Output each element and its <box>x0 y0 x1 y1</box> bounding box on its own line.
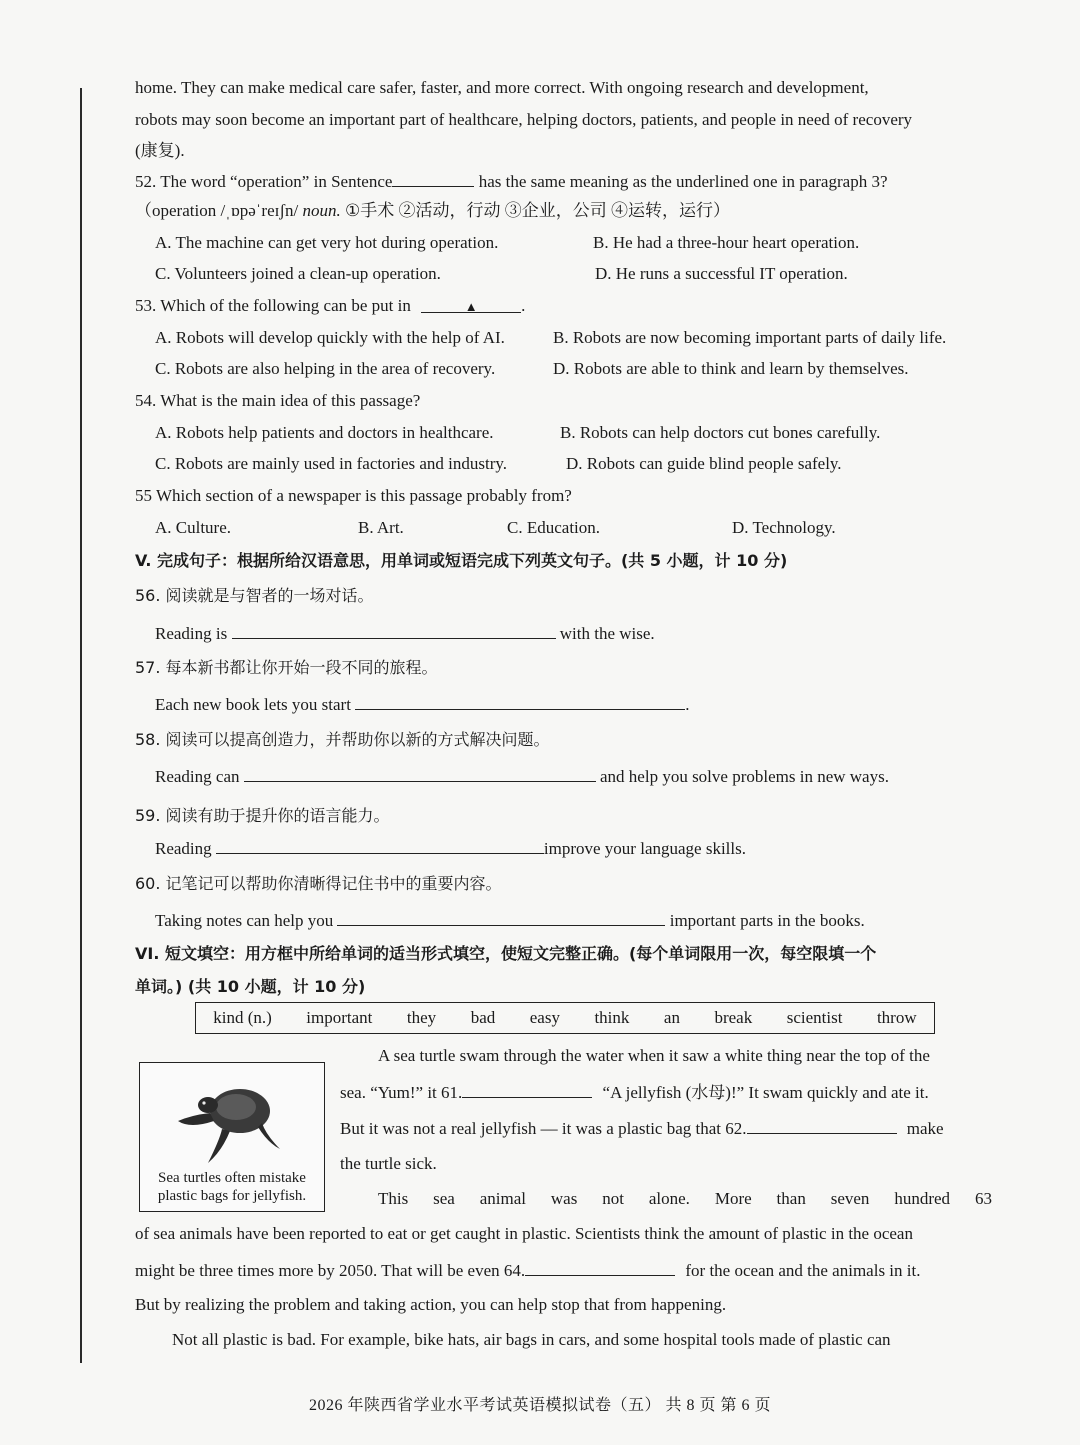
passage-word: hundred <box>894 1189 951 1208</box>
passage-line <box>135 1259 920 1282</box>
word-bank-word: kind (n.) <box>213 1008 272 1027</box>
binding-margin-line <box>80 88 82 1363</box>
option-53-c: C. Robots are also helping in the area of recovery. <box>155 359 496 378</box>
section-5-title: V. 完成句子：根据所给汉语意思，用单词或短语完成下列英文句子。(共 5 小题，计 10 分) <box>135 551 788 570</box>
option-52-d: D. He runs a successful IT operation. <box>595 264 848 283</box>
option-52-a: A. The machine can get very hot during operation. <box>155 233 499 252</box>
question-52-stem <box>135 170 887 193</box>
passage-word: sea <box>433 1189 455 1208</box>
sentence-start: Reading <box>155 839 212 858</box>
question-52-stem-a: 52. The word “operation” in Sentence <box>135 172 393 191</box>
question-54-stem: 54. What is the main idea of this passage? <box>135 391 421 410</box>
passage-text: make <box>906 1119 944 1138</box>
option-55-b: B. Art. <box>358 518 404 537</box>
passage-line <box>135 77 997 99</box>
section-6-title-line1: VI. 短文填空：用方框中所给单词的适当形式填空，使短文完整正确。(每个单词限用一次，每空限填一个 <box>135 944 877 963</box>
sentence-start: Reading can <box>155 767 240 786</box>
page-footer: 2026 年陕西省学业水平考试英语模拟试卷（五） 共 8 页 第 6 页 <box>308 1397 771 1414</box>
passage-line: of sea animals have been reported to eat or get caught in plastic. Scientists think the amount of plastic in the ocean <box>135 1224 913 1243</box>
passage-word: than <box>776 1189 806 1208</box>
blank-marker: ▲ <box>421 296 521 313</box>
answer-blank <box>392 170 474 187</box>
option-54-d: D. Robots can guide blind people safely. <box>566 454 842 473</box>
sentence-start: Each new book lets you start <box>155 695 351 714</box>
question-56-chinese: 56. 阅读就是与智者的一场对话。 <box>135 586 374 605</box>
caption-line: plastic bags for jellyfish. <box>157 1188 307 1204</box>
question-53-stem-text: 53. Which of the following can be put in <box>135 296 411 315</box>
option-53-a: A. Robots will develop quickly with the help of AI. <box>155 328 505 347</box>
word-bank-word: bad <box>470 1008 496 1027</box>
answer-blank[interactable] <box>244 765 596 782</box>
passage-word: seven <box>830 1189 870 1208</box>
word-bank-word: break <box>714 1008 753 1027</box>
passage-word: was <box>550 1189 578 1208</box>
option-53-b: B. Robots are now becoming important parts of daily life. <box>553 328 947 347</box>
sea-turtle-figure <box>139 1062 325 1212</box>
passage-word: 63 <box>974 1189 992 1208</box>
question-57-chinese: 57. 每本新书都让你开始一段不同的旅程。 <box>135 658 438 677</box>
option-55-a: A. Culture. <box>155 518 232 537</box>
option-52-b: B. He had a three-hour heart operation. <box>593 233 860 252</box>
caption-line: Sea turtles often mistake <box>158 1170 306 1186</box>
sentence-end: . <box>685 695 690 714</box>
answer-blank[interactable] <box>337 909 665 926</box>
question-60-sentence <box>155 909 865 932</box>
passage-text: for the ocean and the animals in it. <box>685 1261 921 1280</box>
answer-blank-64[interactable] <box>525 1259 675 1276</box>
option-54-b: B. Robots can help doctors cut bones carefully. <box>560 423 881 442</box>
sentence-end: and help you solve problems in new ways. <box>600 767 889 786</box>
option-53-d: D. Robots are able to think and learn by themselves. <box>553 359 909 378</box>
question-58-sentence <box>155 765 889 788</box>
option-55-c: C. Education. <box>507 518 601 537</box>
option-52-c: C. Volunteers joined a clean-up operation. <box>155 264 441 283</box>
dictionary-entry <box>135 200 730 222</box>
question-53-stem: 53. Which of the following can be put in ▲ . <box>135 296 526 315</box>
dictionary-word: （operation /ˌɒpəˈreɪʃn/ <box>135 201 303 220</box>
option-55-d: D. Technology. <box>732 518 836 537</box>
passage-text: But it was not a real jellyfish — it was a plastic bag that 62. <box>340 1119 747 1138</box>
word-bank-word: they <box>406 1008 437 1027</box>
sea-turtle-illustration <box>170 1069 290 1169</box>
passage-line <box>340 1117 944 1140</box>
passage-word: alone. <box>648 1189 690 1208</box>
passage-line <box>378 1188 992 1210</box>
sentence-end: with the wise. <box>559 624 655 643</box>
option-54-c: C. Robots are mainly used in factories and industry. <box>155 454 508 473</box>
passage-word: not <box>602 1189 624 1208</box>
passage-word: animal <box>479 1189 526 1208</box>
section-6-title-line2: 单词。) (共 10 小题，计 10 分) <box>135 977 366 996</box>
question-56-sentence <box>155 622 655 645</box>
question-59-chinese: 59. 阅读有助于提升你的语言能力。 <box>135 806 390 825</box>
passage-text: sea. “Yum!” it 61. <box>340 1083 463 1102</box>
dictionary-pos: noun. <box>302 201 341 220</box>
dictionary-senses: ①手术 ②活动，行动 ③企业，公司 ④运转，运行） <box>340 201 730 220</box>
passage-line: (康复). <box>135 141 185 160</box>
answer-blank[interactable] <box>216 837 544 854</box>
word-bank-word: an <box>663 1008 680 1027</box>
answer-blank[interactable] <box>355 693 685 710</box>
word-bank-word: think <box>594 1008 630 1027</box>
question-58-chinese: 58. 阅读可以提高创造力，并帮助你以新的方式解决问题。 <box>135 730 550 749</box>
passage-text: home. They can make medical care safer, faster, and more correct. With ongoing research and development, <box>135 78 869 97</box>
sentence-start: Reading is <box>155 624 228 643</box>
answer-blank[interactable] <box>232 622 556 639</box>
passage-line <box>340 1081 929 1104</box>
question-57-sentence <box>155 693 689 716</box>
passage-word: More <box>714 1189 752 1208</box>
passage-text: might be three times more by 2050. That will be even 64. <box>135 1261 526 1280</box>
word-bank-word: easy <box>529 1008 560 1027</box>
word-bank-box <box>195 1002 935 1034</box>
question-52-stem-b: has the same meaning as the underlined one in paragraph 3? <box>478 172 888 191</box>
sentence-start: Taking notes can help you <box>155 911 334 930</box>
passage-line: the turtle sick. <box>340 1154 437 1173</box>
passage-text: “A jellyfish (水母)!” It swam quickly and ate it. <box>602 1083 929 1102</box>
word-bank-word: throw <box>876 1008 917 1027</box>
passage-line: robots may soon become an important part of healthcare, helping doctors, patients, and people in need of recovery <box>135 110 913 129</box>
answer-blank-61[interactable] <box>462 1081 592 1098</box>
sentence-end: improve your language skills. <box>543 839 746 858</box>
passage-line: Not all plastic is bad. For example, bike hats, air bags in cars, and some hospital tools made of plastic can <box>172 1330 891 1349</box>
word-bank-word: scientist <box>786 1008 843 1027</box>
question-59-sentence <box>155 837 746 860</box>
question-55-stem: 55 Which section of a newspaper is this passage probably from? <box>135 486 572 505</box>
passage-line: But by realizing the problem and taking action, you can help stop that from happening. <box>135 1295 727 1314</box>
passage-word: This <box>378 1189 409 1208</box>
word-bank-word: important <box>306 1008 373 1027</box>
answer-blank-62[interactable] <box>747 1117 897 1134</box>
option-54-a: A. Robots help patients and doctors in healthcare. <box>155 423 494 442</box>
sentence-end: important parts in the books. <box>669 911 865 930</box>
figure-caption <box>140 1169 324 1205</box>
passage-line: A sea turtle swam through the water when it saw a white thing near the top of the <box>378 1046 930 1065</box>
question-60-chinese: 60. 记笔记可以帮助你清晰得记住书中的重要内容。 <box>135 874 502 893</box>
